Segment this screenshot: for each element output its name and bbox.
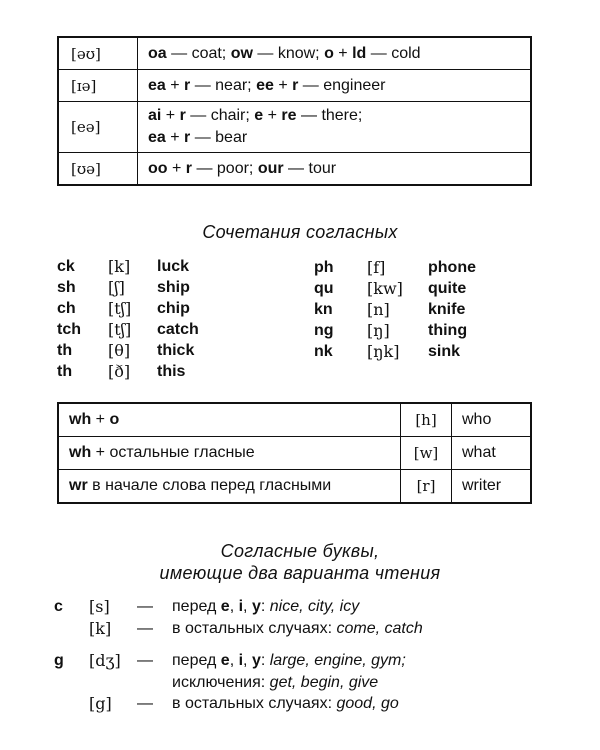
text-run: в остальных случаях: [172,620,337,637]
graph: qu [314,280,334,297]
text-run: в остальных случаях: [172,695,337,712]
ipa: [θ] [108,341,131,360]
dash: — [137,652,153,669]
text-run: nice, city, icy [269,598,360,615]
text-run: ea [148,76,166,94]
ipa: [kw] [367,279,403,298]
rule-cell [138,70,532,102]
graph: kn [314,301,333,318]
text-run: — tour [283,159,337,177]
text-run: — coat; [166,44,231,62]
dash: — [137,695,153,712]
table-row [58,437,531,470]
dash: — [137,598,153,615]
text-run: r [179,107,186,124]
table-row [58,37,531,70]
text-run: e [220,652,230,669]
text-run: , [243,652,252,669]
text-run: — there; [296,107,363,124]
text-run: get, begin, give [269,674,379,691]
text-run: — chair; [185,107,255,124]
ipa: [g] [89,694,112,713]
graph: th [57,363,73,380]
text-run: ee [256,76,274,94]
graph: ng [314,322,334,339]
graph: th [57,342,73,359]
example-word: catch [157,321,199,338]
section-heading-two-readings [0,540,600,584]
ipa-cell: [h] [401,403,452,437]
rule-cell [138,153,532,186]
text-run: oa [148,44,167,62]
wh-wr-table [57,402,532,504]
ipa: [ð] [108,362,131,381]
text-run: перед [172,652,221,669]
table-row [58,70,531,102]
example-word: ship [157,279,190,296]
text-run: r [184,129,191,146]
text-run: good, go [336,695,399,712]
text-run: + [165,76,185,94]
text-run: y [251,598,261,615]
rule-cell [58,470,401,504]
ipa: [dʒ] [89,651,121,670]
text-run: wr [69,477,88,494]
graph: nk [314,343,333,360]
text-run: r [292,76,299,94]
text-run: — poor; [192,159,258,177]
table-row [58,470,531,504]
graph: sh [57,279,76,296]
text-run: wh [69,444,92,461]
text-run: r [185,159,193,177]
example-word: knife [428,301,466,318]
ipa: [tʃ] [108,320,132,339]
text-run: , [243,598,252,615]
text-run: ai [148,107,162,124]
ipa: [f] [367,258,386,277]
text-run: в начале слова перед гласными [87,477,332,494]
reading-rule [172,651,406,671]
example-word: thick [157,342,195,359]
text-run: : [260,652,270,669]
reading-rule [172,619,423,639]
ipa: [ŋk] [367,342,400,361]
example-word: chip [157,300,190,317]
ipa: [n] [367,300,390,319]
ipa-cell: [eə] [58,102,138,153]
example-cell: what [452,437,532,470]
example-word: this [157,363,186,380]
ipa-cell: [w] [401,437,452,470]
text-run: o [109,411,120,428]
text-run: + [161,107,180,124]
text-run: — know; [252,44,325,62]
graph: ch [57,300,76,317]
ipa: [ŋ] [367,321,390,340]
table-row [58,403,531,437]
text-run: i [238,652,244,669]
heading-line-1: Согласные буквы, [220,541,380,561]
ipa-cell: [ʊə] [58,153,138,186]
example-word: thing [428,322,468,339]
text-run: + остальные гласные [91,444,255,461]
text-run: — cold [366,44,421,62]
table-row [58,102,531,153]
ipa-cell: [r] [401,470,452,504]
rule-cell [58,437,401,470]
ipa-cell: [ɪə] [58,70,138,102]
text-run: ow [230,44,253,62]
text-run: e [220,598,230,615]
text-run: — engineer [298,76,386,94]
text-run: — bear [190,129,248,146]
text-run: oo [148,159,168,177]
text-run: + [91,411,110,428]
reading-exception [172,673,378,693]
example-word: phone [428,259,476,276]
graph: tch [57,321,81,338]
text-run: ld [352,44,367,62]
example-word: luck [157,258,190,275]
table-row [58,153,531,186]
text-run: r [184,76,191,94]
text-run: y [251,652,261,669]
example-word: quite [428,280,467,297]
text-run: our [257,159,284,177]
text-run: + [333,44,353,62]
text-run: come, catch [336,620,423,637]
text-run: ea [148,129,166,146]
text-run: e [254,107,264,124]
ipa: [tʃ] [108,299,132,318]
text-run: + [167,159,186,177]
letter-c: c [54,598,63,615]
text-run: + [273,76,293,94]
heading-line-2: имеющие два варианта чтения [159,563,441,583]
graph: ck [57,258,75,275]
ipa: [ʃ] [108,278,125,297]
text-run: перед [172,598,221,615]
example-cell: who [452,403,532,437]
dash: — [137,620,153,637]
text-run: large, engine, gym; [269,652,406,669]
ipa: [k] [108,257,131,276]
rule-cell [58,403,401,437]
text-run: , [229,598,239,615]
graph: ph [314,259,334,276]
text-run: исключения: [172,674,270,691]
ipa-cell: [əʊ] [58,37,138,70]
text-run: + [165,129,185,146]
rule-cell [138,102,532,153]
example-cell: writer [452,470,532,504]
example-word: sink [428,343,461,360]
text-run: wh [69,411,92,428]
ipa: [k] [89,619,112,638]
text-run: o [324,44,334,62]
section-heading-consonant-combinations: Сочетания согласных [202,222,398,242]
letter-g: g [54,652,64,669]
text-run: — near; [190,76,257,94]
ipa: [s] [89,597,110,616]
text-run: re [281,107,297,124]
text-run: + [263,107,282,124]
rule-cell [138,37,532,70]
reading-rule [172,597,359,617]
text-run: , [229,652,239,669]
vowel-combinations-table [57,36,532,186]
text-run: i [238,598,244,615]
text-run: : [260,598,270,615]
reading-rule [172,694,399,714]
